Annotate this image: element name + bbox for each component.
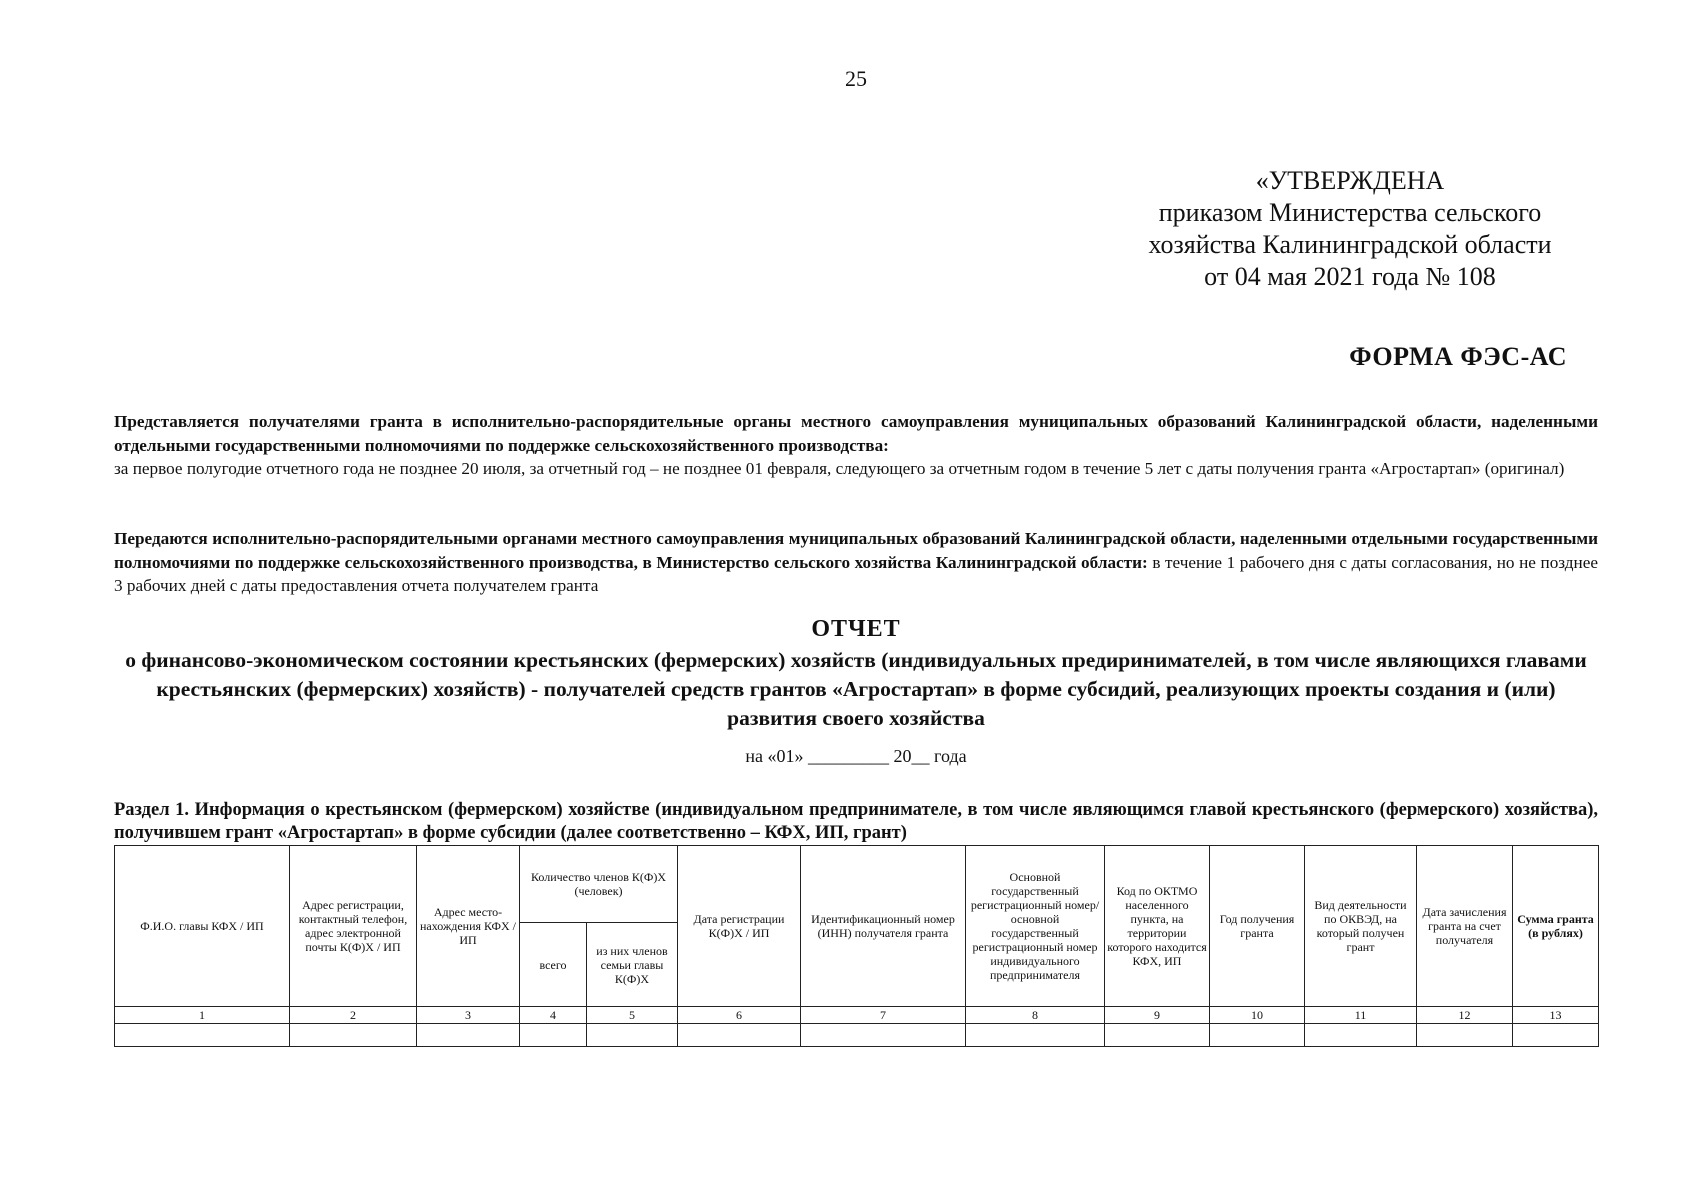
header-oktmo: Код по ОКТМО населенного пункта, на территории которого находится КФХ, ИП (1105, 846, 1210, 1007)
column-number: 11 (1305, 1007, 1417, 1024)
table-cell (1210, 1024, 1305, 1047)
page-number: 25 (845, 66, 867, 91)
table-cell (1513, 1024, 1599, 1047)
column-number: 6 (678, 1007, 801, 1024)
table-cell (1105, 1024, 1210, 1047)
submission-paragraph (114, 410, 1598, 481)
transfer-paragraph-bold: Передаются исполнительно-распорядительными органами местного самоуправления муниципальных образований Калининградской области, наделенными отдельными государственными полномочиями по поддержке сельскохозяйственного производства, в Министерство сельского хозяйства Калининградской области: (114, 529, 1598, 572)
section-1-title: Раздел 1. Информация о крестьянском (фермерском) хозяйстве (индивидуальном предпринимателе, в том числе являющимся главой крестьянского (фермерского) хозяйства), получившем грант «Агростартап» в форме субсидии (далее соответственно – КФХ, ИП, грант) (114, 800, 1598, 843)
column-number: 9 (1105, 1007, 1210, 1024)
column-number: 3 (417, 1007, 520, 1024)
submission-paragraph-bold: Представляется получателями гранта в исполнительно-распорядительные органы местного самоуправления муниципальных образований Калининградской области, наделенными отдельными государственными полномочиями по поддержке сельскохозяйственного производства: (114, 412, 1598, 455)
form-name: ФОРМА ФЭС-АС (1349, 342, 1567, 371)
table-cell (678, 1024, 801, 1047)
header-members-count: Количество членов К(Ф)Х (человек) (520, 846, 678, 923)
header-ogrn: Основной государственный регистрационный номер/основной государственный регистрационный номер индивидуального предпринимателя (966, 846, 1105, 1007)
table-cell (417, 1024, 520, 1047)
section-1-table (114, 845, 1599, 1047)
submission-paragraph-text: за первое полугодие отчетного года не позднее 20 июля, за отчетный год – не позднее 01 февраля, следующего за отчетным годом в течение 5 лет с даты получения гранта «Агростартап» (оригинал) (114, 459, 1565, 478)
column-number: 7 (801, 1007, 966, 1024)
report-title: ОТЧЕТ (811, 616, 901, 642)
column-number: 5 (587, 1007, 678, 1024)
column-numbers-row (115, 1007, 1599, 1024)
table-cell (1417, 1024, 1513, 1047)
transfer-paragraph (114, 527, 1598, 598)
table-cell (1305, 1024, 1417, 1047)
approval-line-4: от 04 мая 2021 года № 108 (1204, 262, 1496, 291)
header-location-address: Адрес место-нахождения КФХ / ИП (417, 846, 520, 1007)
approval-stamp (1100, 165, 1600, 293)
table-cell (115, 1024, 290, 1047)
header-fio: Ф.И.О. главы КФХ / ИП (115, 846, 290, 1007)
report-subtitle: о финансово-экономическом состоянии крестьянских (фермерских) хозяйств (индивидуальных предиринимателей, в том числе являющихся главами крестьянских (фермерских) хозяйств) - получателей средств грантов «Агростартап» в форме субсидий, реализующих проекты создания и (или) развития своего хозяйства (125, 648, 1587, 730)
column-number: 1 (115, 1007, 290, 1024)
approval-line-3: хозяйства Калининградской области (1148, 230, 1552, 259)
header-okved: Вид деятельности по ОКВЭД, на который получен грант (1305, 846, 1417, 1007)
header-registration-date: Дата регистрации К(Ф)Х / ИП (678, 846, 801, 1007)
header-crediting-date: Дата зачисления гранта на счет получателя (1417, 846, 1513, 1007)
report-date-line: на «01» _________ 20__ года (745, 746, 967, 766)
header-inn: Идентификационный номер (ИНН) получателя гранта (801, 846, 966, 1007)
table-cell (290, 1024, 417, 1047)
header-members-total: всего (520, 923, 587, 1007)
column-number: 10 (1210, 1007, 1305, 1024)
column-number: 4 (520, 1007, 587, 1024)
table-cell (587, 1024, 678, 1047)
header-grant-sum: Сумма гранта (в рублях) (1513, 846, 1599, 1007)
approval-line-1: «УТВЕРЖДЕНА (1255, 166, 1445, 195)
table-row (115, 1024, 1599, 1047)
column-number: 13 (1513, 1007, 1599, 1024)
header-grant-year: Год получения гранта (1210, 846, 1305, 1007)
column-number: 12 (1417, 1007, 1513, 1024)
table-cell (520, 1024, 587, 1047)
header-registration-address: Адрес регистрации, контактный телефон, адрес электронной почты К(Ф)Х / ИП (290, 846, 417, 1007)
approval-line-2: приказом Министерства сельского (1158, 198, 1542, 227)
table-cell (801, 1024, 966, 1047)
header-members-family: из них членов семьи главы К(Ф)Х (587, 923, 678, 1007)
table-cell (966, 1024, 1105, 1047)
column-number: 2 (290, 1007, 417, 1024)
column-number: 8 (966, 1007, 1105, 1024)
transfer-paragraph-text: в течение 1 рабочего дня с даты согласования, но не позднее 3 рабочих дней с даты предоставления отчета получателем гранта (114, 552, 1598, 595)
